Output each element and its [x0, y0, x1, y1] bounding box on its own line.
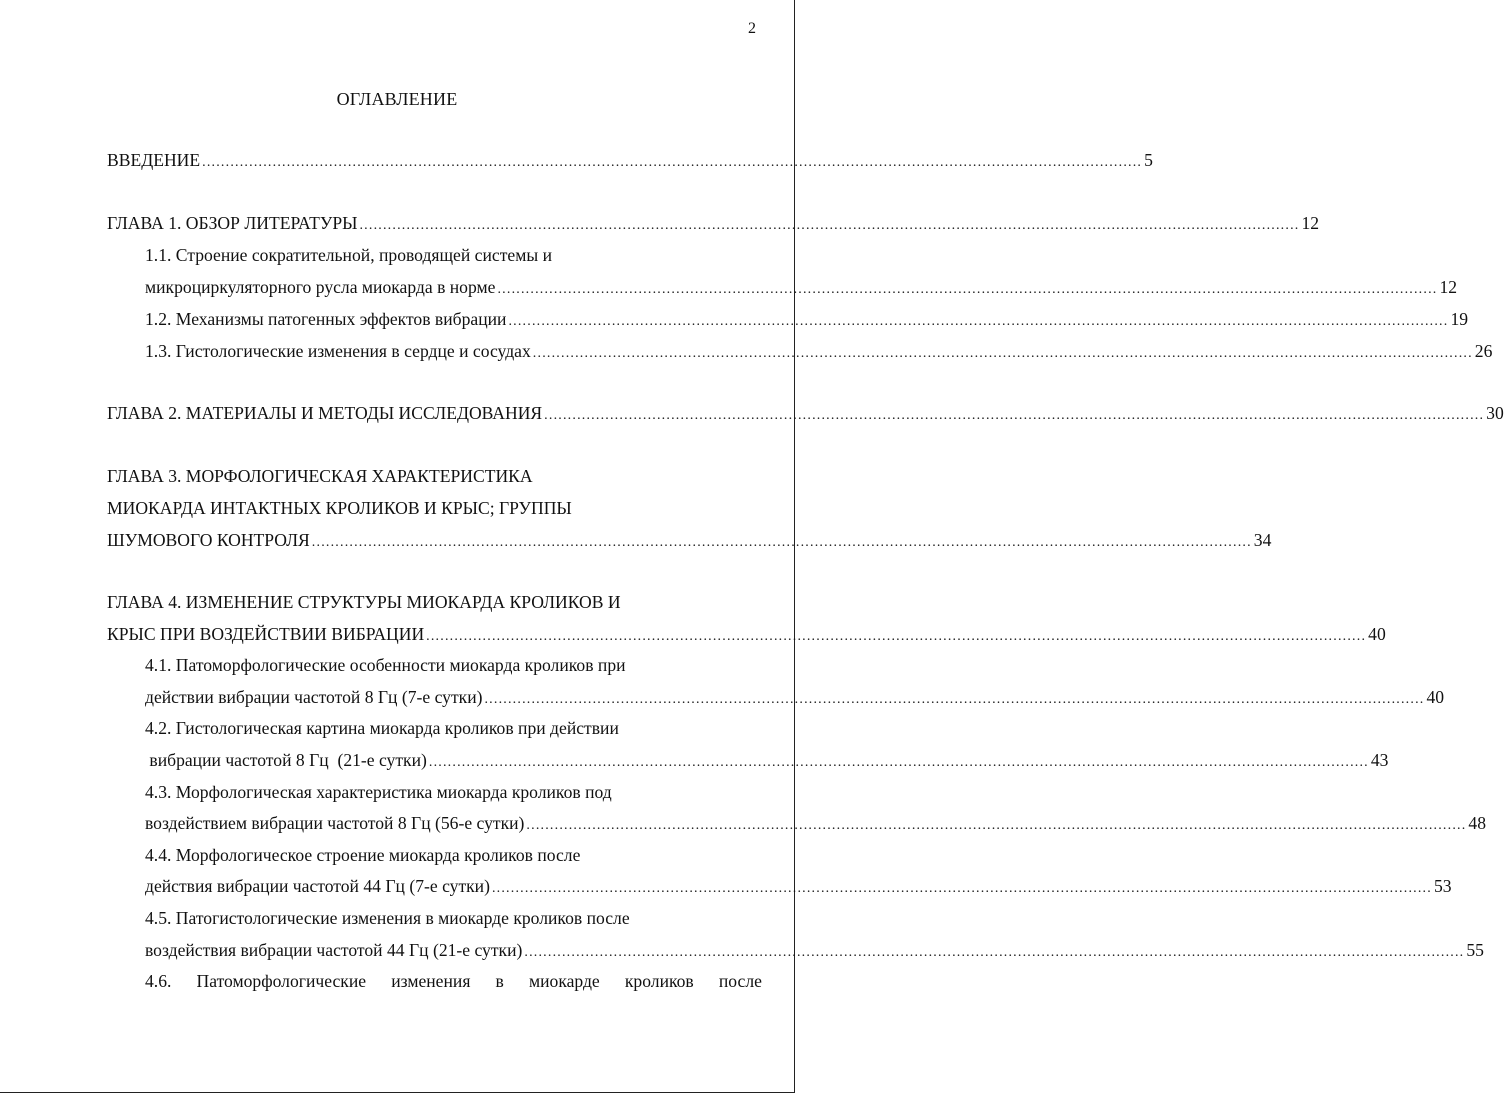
- toc-entry-title: ГЛАВА 3. МОРФОЛОГИЧЕСКАЯ ХАРАКТЕРИСТИКА: [107, 466, 533, 486]
- toc-heading: ОГЛАВЛЕНИЕ: [336, 89, 458, 109]
- toc-entry-1-2: [145, 309, 1469, 335]
- toc-word: в: [495, 971, 504, 991]
- toc-entry-chapter-4-line-2: [107, 624, 1386, 650]
- toc-entry-introduction: [107, 150, 1153, 176]
- toc-entry-4-2-line-1: [145, 718, 762, 744]
- toc-entry-page: 48: [1468, 813, 1487, 833]
- toc-entry-page: 40: [1426, 687, 1445, 707]
- toc-entry-4-5-line-1: [145, 908, 762, 934]
- toc-leader-dots: ........................................................................................................................................................................................................: [544, 408, 1485, 423]
- toc-entry-title: вибрации частотой 8 Гц (21-е сутки): [145, 750, 427, 770]
- toc-leader-dots: ........................................................................................................................................................................................................: [426, 629, 1367, 644]
- toc-entry-page: 55: [1466, 940, 1484, 960]
- toc-entry-chapter-3-line-3: [107, 530, 1272, 556]
- toc-entry-1-3: [145, 341, 1493, 367]
- toc-entry-1-1-line-1: [145, 245, 762, 271]
- toc-entry-title: МИОКАРДА ИНТАКТНЫХ КРОЛИКОВ И КРЫС; ГРУППЫ: [107, 498, 572, 518]
- toc-entry-4-4-line-1: [145, 845, 762, 871]
- toc-entry-1-1-line-2: [145, 277, 1458, 303]
- toc-entry-title: ГЛАВА 2. МАТЕРИАЛЫ И МЕТОДЫ ИССЛЕДОВАНИЯ: [107, 403, 543, 423]
- toc-entry-title: воздействием вибрации частотой 8 Гц (56-е сутки): [145, 813, 525, 833]
- toc-entry-title: КРЫС ПРИ ВОЗДЕЙСТВИИ ВИБРАЦИИ: [107, 624, 425, 644]
- toc-word: миокарде: [528, 971, 600, 991]
- toc-entry-chapter-1: [107, 213, 1320, 239]
- toc-leader-dots: ........................................................................................................................................................................................................: [428, 755, 1369, 770]
- page-number: 2: [748, 20, 756, 37]
- toc-entry-title: 4.4. Морфологическое строение миокарда кроликов после: [145, 845, 581, 865]
- toc-entry-4-5-line-2: [145, 940, 1484, 966]
- toc-entry-title: 1.2. Механизмы патогенных эффектов вибрации: [145, 309, 507, 329]
- toc-entry-4-3-line-2: [145, 813, 1487, 839]
- toc-entry-title: 4.3. Морфологическая характеристика миокарда кроликов под: [145, 782, 612, 802]
- toc-entry-title: действия вибрации частотой 44 Гц (7-е сутки): [145, 876, 490, 896]
- toc-leader-dots: ........................................................................................................................................................................................................: [497, 282, 1438, 297]
- toc-entry-page: 43: [1370, 750, 1389, 770]
- toc-entry-page: 53: [1433, 876, 1452, 896]
- toc-entry-page: 5: [1144, 150, 1153, 170]
- toc-entry-title: 4.1. Патоморфологические особенности миокарда кроликов при: [145, 655, 626, 675]
- toc-leader-dots: ........................................................................................................................................................................................................: [491, 881, 1432, 896]
- toc-entry-4-1-line-2: [145, 687, 1445, 713]
- toc-entry-chapter-3-line-1: [107, 466, 762, 492]
- toc-word: Патоморфологические: [196, 971, 367, 991]
- toc-entry-chapter-2: [107, 403, 1504, 429]
- toc-entry-title: ГЛАВА 4. ИЗМЕНЕНИЕ СТРУКТУРЫ МИОКАРДА КРОЛИКОВ И: [107, 592, 621, 612]
- toc-entry-title: 4.5. Патогистологические изменения в миокарде кроликов после: [145, 908, 630, 928]
- toc-entry-page: 30: [1486, 403, 1504, 423]
- toc-entry-4-3-line-1: [145, 782, 762, 808]
- toc-entry-title: ВВЕДЕНИЕ: [107, 150, 201, 170]
- toc-entry-title: 1.3. Гистологические изменения в сердце и сосудах: [145, 341, 531, 361]
- toc-leader-dots: ........................................................................................................................................................................................................: [359, 218, 1300, 233]
- toc-word: изменения: [391, 971, 471, 991]
- toc-entry-title: ШУМОВОГО КОНТРОЛЯ: [107, 530, 310, 550]
- toc-word: 4.6.: [145, 971, 172, 991]
- toc-leader-dots: ........................................................................................................................................................................................................: [532, 346, 1473, 361]
- toc-entry-title: микроциркуляторного русла миокарда в норме: [145, 277, 496, 297]
- toc-entry-page: 40: [1368, 624, 1386, 644]
- toc-entry-page: 34: [1253, 530, 1272, 550]
- toc-entry-4-6-line-1: [145, 971, 762, 997]
- toc-word: кроликов: [624, 971, 694, 991]
- toc-leader-dots: ........................................................................................................................................................................................................: [526, 818, 1467, 833]
- toc-word: после: [718, 971, 762, 991]
- toc-entry-4-2-line-2: [145, 750, 1389, 776]
- toc-entry-4-1-line-1: [145, 655, 762, 681]
- toc-entry-page: 12: [1439, 277, 1458, 297]
- toc-entry-title: 4.2. Гистологическая картина миокарда кроликов при действии: [145, 718, 619, 738]
- toc-entry-page: 26: [1474, 341, 1493, 361]
- toc-entry-chapter-3-line-2: [107, 498, 762, 524]
- toc-leader-dots: ........................................................................................................................................................................................................: [202, 155, 1143, 170]
- toc-leader-dots: ........................................................................................................................................................................................................: [524, 945, 1465, 960]
- toc-entry-4-4-line-2: [145, 876, 1452, 902]
- toc-entry-title: действии вибрации частотой 8 Гц (7-е сутки): [145, 687, 483, 707]
- toc-entry-chapter-4-line-1: [107, 592, 762, 618]
- toc-entry-page: 19: [1450, 309, 1469, 329]
- toc-entry-title: 1.1. Строение сократительной, проводящей системы и: [145, 245, 552, 265]
- toc-leader-dots: ........................................................................................................................................................................................................: [311, 535, 1252, 550]
- toc-entry-page: 12: [1301, 213, 1320, 233]
- toc-leader-dots: ........................................................................................................................................................................................................: [484, 692, 1425, 707]
- toc-entry-title: ГЛАВА 1. ОБЗОР ЛИТЕРАТУРЫ: [107, 213, 358, 233]
- toc-entry-title: воздействия вибрации частотой 44 Гц (21-е сутки): [145, 940, 523, 960]
- toc-leader-dots: ........................................................................................................................................................................................................: [508, 314, 1449, 329]
